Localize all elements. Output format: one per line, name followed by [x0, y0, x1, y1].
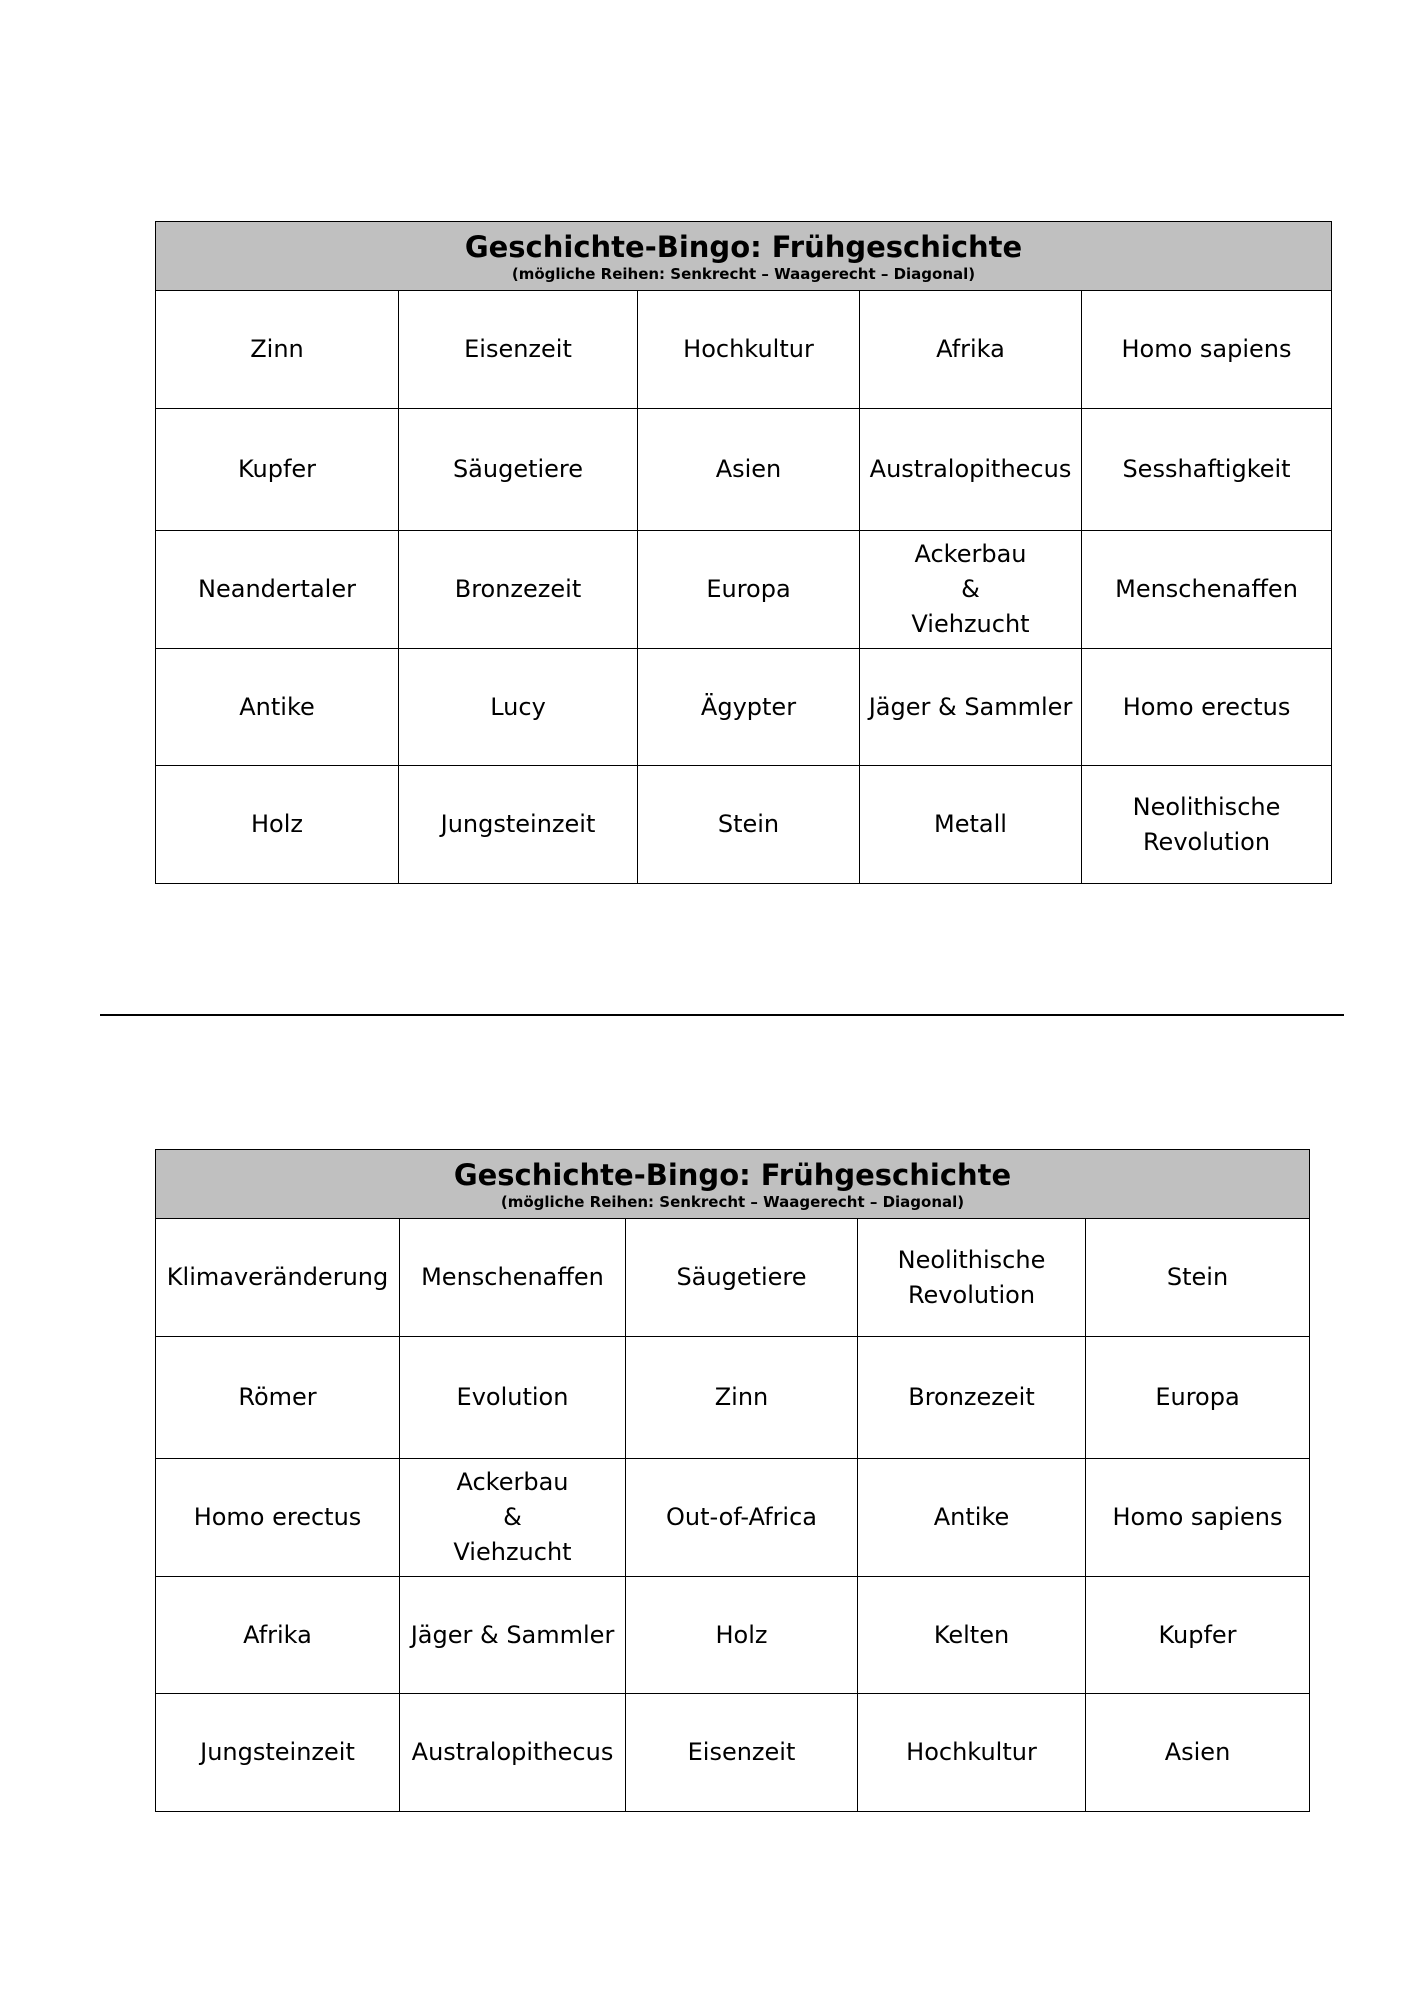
bingo-cell: Bronzezeit	[858, 1337, 1086, 1459]
bingo-cell: Ackerbau & Viehzucht	[860, 531, 1082, 649]
bingo-cell: Neolithische Revolution	[858, 1219, 1086, 1337]
cut-line	[100, 1014, 1344, 1016]
bingo-cell: Sesshaftigkeit	[1082, 409, 1332, 531]
bingo-cell: Antike	[858, 1459, 1086, 1577]
bingo-cell: Zinn	[156, 291, 399, 409]
bingo-cell: Klimaveränderung	[156, 1219, 400, 1337]
bingo-card-subtitle: (mögliche Reihen: Senkrecht – Waagerecht – Diagonal)	[500, 1193, 965, 1211]
bingo-cell: Neandertaler	[156, 531, 399, 649]
bingo-cell: Lucy	[399, 649, 638, 766]
bingo-cell: Eisenzeit	[626, 1694, 858, 1812]
bingo-cell: Säugetiere	[626, 1219, 858, 1337]
bingo-cell: Homo erectus	[1082, 649, 1332, 766]
bingo-cell: Holz	[156, 766, 399, 884]
bingo-cell: Jäger & Sammler	[860, 649, 1082, 766]
bingo-cell: Asien	[1086, 1694, 1310, 1812]
bingo-cell: Out-of-Africa	[626, 1459, 858, 1577]
bingo-cell: Ägypter	[638, 649, 860, 766]
bingo-cell: Neolithische Revolution	[1082, 766, 1332, 884]
bingo-card-2	[155, 1149, 1310, 1812]
bingo-cell: Kupfer	[1086, 1577, 1310, 1694]
bingo-cell: Homo erectus	[156, 1459, 400, 1577]
bingo-cell: Homo sapiens	[1086, 1459, 1310, 1577]
bingo-cell: Römer	[156, 1337, 400, 1459]
bingo-cell: Australopithecus	[860, 409, 1082, 531]
bingo-cell: Ackerbau & Viehzucht	[400, 1459, 626, 1577]
bingo-cell: Evolution	[400, 1337, 626, 1459]
bingo-card-header	[156, 222, 1332, 291]
bingo-cell: Australopithecus	[400, 1694, 626, 1812]
bingo-card-title: Geschichte-Bingo: Frühgeschichte	[453, 1158, 1012, 1192]
bingo-cell: Jungsteinzeit	[399, 766, 638, 884]
bingo-cell: Kelten	[858, 1577, 1086, 1694]
bingo-cell: Kupfer	[156, 409, 399, 531]
bingo-cell: Eisenzeit	[399, 291, 638, 409]
bingo-cell: Zinn	[626, 1337, 858, 1459]
bingo-cell: Homo sapiens	[1082, 291, 1332, 409]
bingo-cell: Afrika	[156, 1577, 400, 1694]
bingo-cell: Afrika	[860, 291, 1082, 409]
bingo-cell: Jäger & Sammler	[400, 1577, 626, 1694]
bingo-cell: Jungsteinzeit	[156, 1694, 400, 1812]
bingo-card-header	[156, 1150, 1310, 1219]
bingo-cell: Bronzezeit	[399, 531, 638, 649]
bingo-card-subtitle: (mögliche Reihen: Senkrecht – Waagerecht – Diagonal)	[511, 265, 976, 283]
bingo-cell: Antike	[156, 649, 399, 766]
bingo-card-title: Geschichte-Bingo: Frühgeschichte	[464, 230, 1023, 264]
bingo-cell: Hochkultur	[858, 1694, 1086, 1812]
bingo-cell: Holz	[626, 1577, 858, 1694]
bingo-cell: Säugetiere	[399, 409, 638, 531]
bingo-cell: Europa	[638, 531, 860, 649]
bingo-cell: Hochkultur	[638, 291, 860, 409]
bingo-cell: Metall	[860, 766, 1082, 884]
bingo-cell: Menschenaffen	[400, 1219, 626, 1337]
bingo-card-1	[155, 221, 1332, 884]
bingo-cell: Stein	[638, 766, 860, 884]
bingo-cell: Europa	[1086, 1337, 1310, 1459]
bingo-cell: Asien	[638, 409, 860, 531]
bingo-cell: Stein	[1086, 1219, 1310, 1337]
bingo-cell: Menschenaffen	[1082, 531, 1332, 649]
